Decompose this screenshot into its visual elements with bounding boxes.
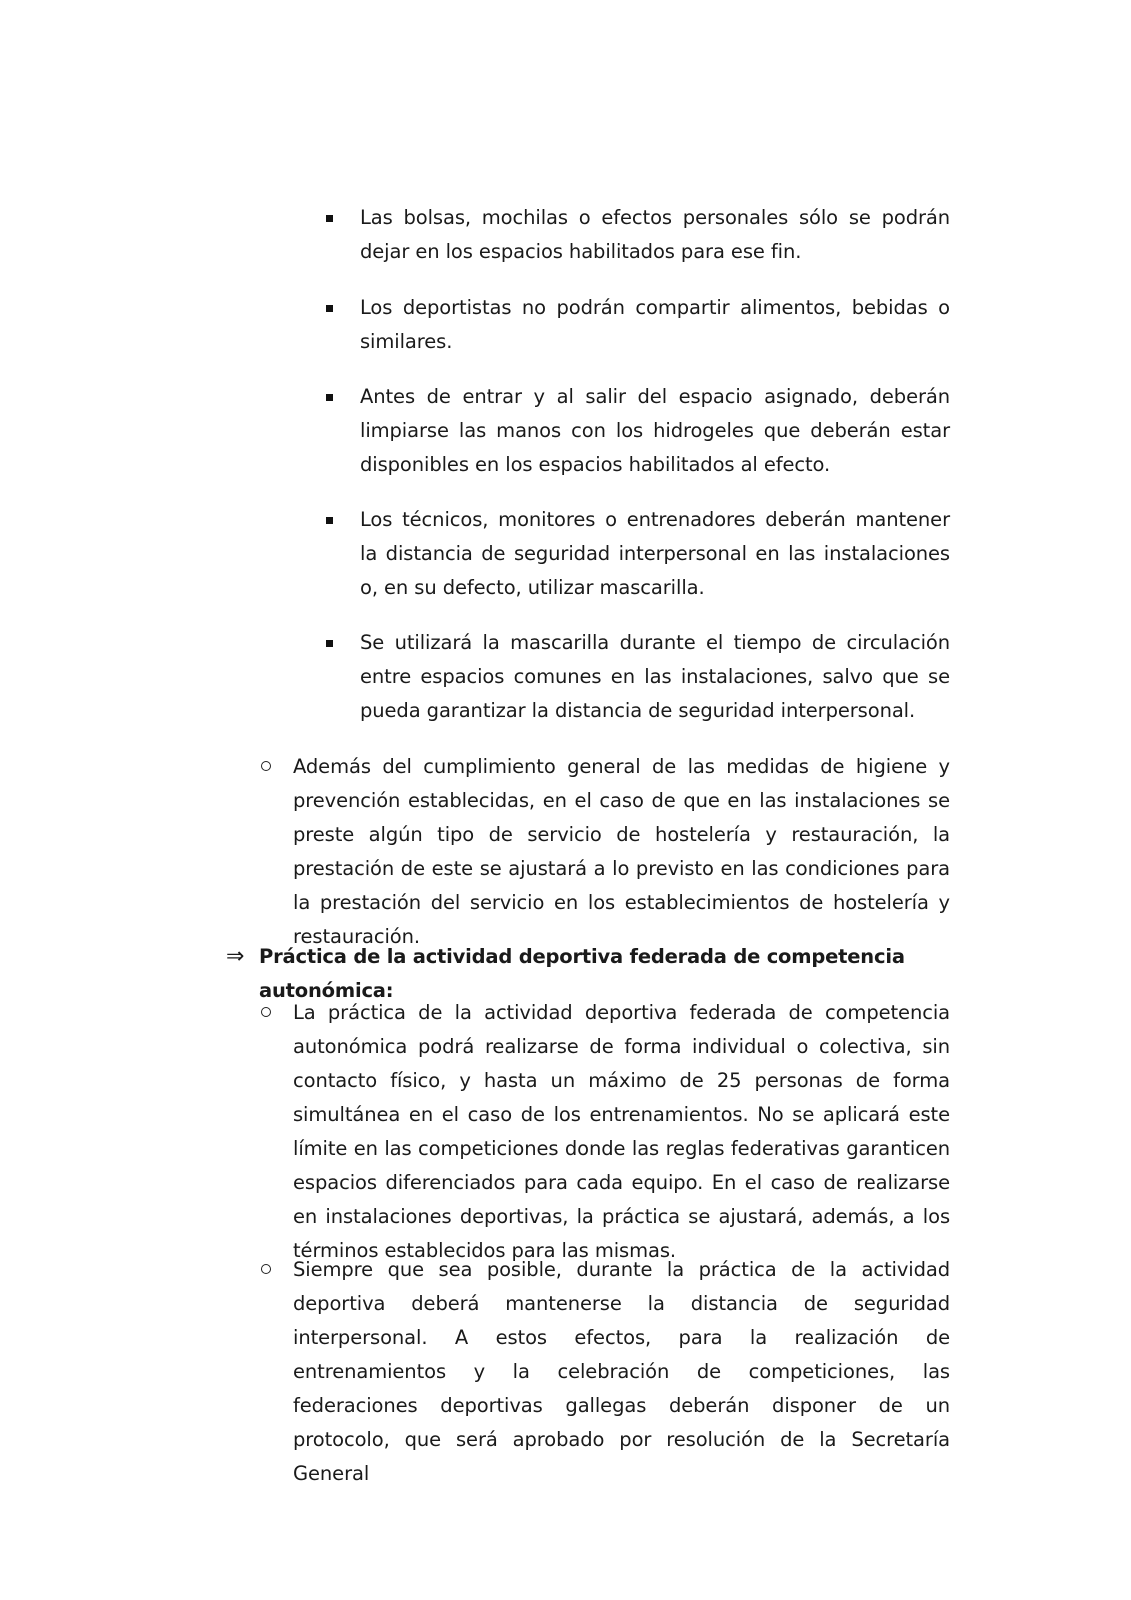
square-bullet-icon [326,626,333,660]
square-bullet-icon [326,201,333,235]
list-item [293,996,950,1268]
list-item [293,750,950,954]
list-item [360,380,950,482]
list-item [360,503,950,605]
list-item-text: Los deportistas no podrán compartir alimentos, bebidas o similares. [360,296,950,353]
list-item-text: Siempre que sea posible, durante la práctica de la actividad deportiva deberá mantenerse la distancia de seguridad interpersonal. A estos efectos, para la realización de entrenamientos y la celebración de competiciones, las federaciones deportivas gallegas deberán disponer de un protocolo, que será aprobado por resolución de la Secretaría General [293,1258,950,1485]
list-item-text: Los técnicos, monitores o entrenadores deberán mantener la distancia de seguridad interpersonal en las instalaciones o, en su defecto, utilizar mascarilla. [360,508,950,599]
list-item [360,291,950,359]
list-item [293,1253,950,1491]
square-bullet-icon [326,503,333,537]
section-heading: Práctica de la actividad deportiva federada de competencia autonómica: [259,945,905,1002]
circle-bullet-icon [261,1253,271,1287]
list-item-text: Se utilizará la mascarilla durante el tiempo de circulación entre espacios comunes en las instalaciones, salvo que se pueda garantizar la distancia de seguridad interpersonal. [360,631,950,722]
list-item-text: Antes de entrar y al salir del espacio asignado, deberán limpiarse las manos con los hidrogeles que deberán estar disponibles en los espacios habilitados al efecto. [360,385,950,476]
square-bullet-icon [326,380,333,414]
arrow-bullet-icon: ⇒ [226,944,245,969]
circle-bullet-icon [261,750,271,784]
square-bullet-icon [326,291,333,325]
list-item [360,626,950,728]
list-item-text: La práctica de la actividad deportiva federada de competencia autonómica podrá realizarse de forma individual o colectiva, sin contacto físico, y hasta un máximo de 25 personas de forma simultánea en el caso de los entrenamientos. No se aplicará este límite en las competiciones donde las reglas federativas garanticen espacios diferenciados para cada equipo. En el caso de realizarse en instalaciones deportivas, la práctica se ajustará, además, a los términos establecidos para las mismas. [293,1001,950,1262]
list-item [360,201,950,269]
list-item-text: Además del cumplimiento general de las medidas de higiene y prevención establecidas, en el caso de que en las instalaciones se preste algún tipo de servicio de hostelería y restauración, la prestación de este se ajustará a lo previsto en las condiciones para la prestación del servicio en los establecimientos de hostelería y restauración. [293,755,950,948]
list-item-text: Las bolsas, mochilas o efectos personales sólo se podrán dejar en los espacios habilitados para ese fin. [360,206,950,263]
circle-bullet-icon [261,996,271,1030]
